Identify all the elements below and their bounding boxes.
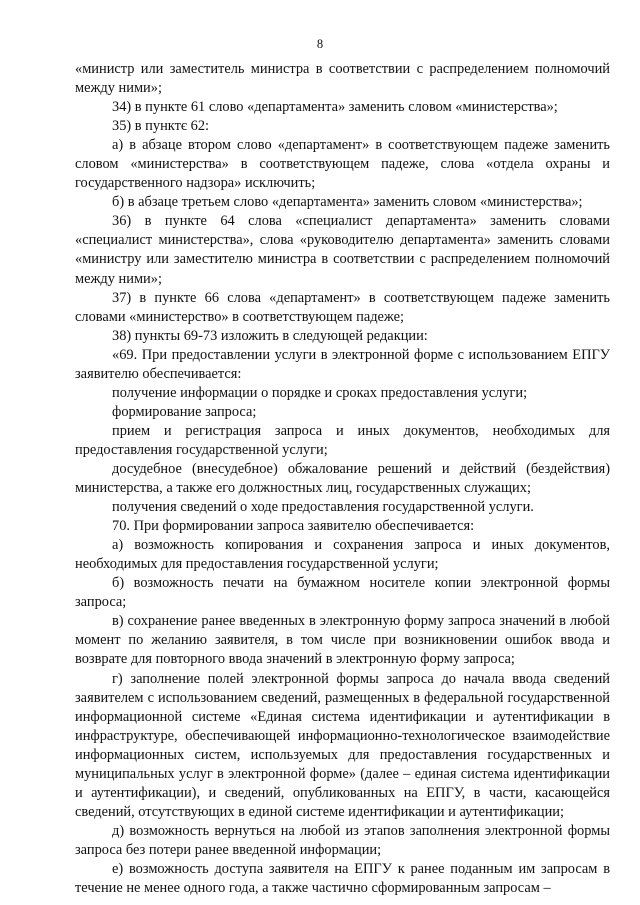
paragraph-clause-70b: б) возможность печати на бумажном носителе копии электронной формы запроса; <box>75 575 610 611</box>
paragraph-clause-70v: в) сохранение ранее введенных в электронную форму запроса значений в любой момент по желанию заявителя, в том числе при возникновении ошибок ввода и возврате для повторного ввода значений в электронную форму запроса; <box>75 613 610 668</box>
paragraph-item-37: 37) в пункте 66 слова «департамент» в соответствующем падеже заменить словами «министерство» в соответствующем падеже; <box>75 289 610 325</box>
paragraph-clause-69-item: формирование запроса; <box>112 403 257 420</box>
paragraph-clause-70e: е) возможность доступа заявителя на ЕПГУ к ранее поданным им запросам в течение не менее одного года, а также частично сформированным запросам – <box>75 860 610 897</box>
paragraph-clause-69-item: прием и регистрация запроса и иных документов, необходимых для предоставления государственной услуги; <box>75 422 610 458</box>
document-body <box>75 60 610 898</box>
paragraph-item-38: 38) пункты 69-73 изложить в следующей редакции: <box>112 327 428 344</box>
paragraph-clause-70g: г) заполнение полей электронной формы запроса до начала ввода сведений заявителем с использованием сведений, размещенных в федеральной государственной информационной системе «Единая система идентификации и аутентификации в инфраструктуре, обеспечивающей информационно-технологическое взаимодействие информационных систем, используемых для предоставления государственных и муниципальных услуг в электронной форме» (далее – единая система идентификации и аутентификации), и сведений, опубликованных на ЕПГУ, в части, касающейся сведений, отсутствующих в единой системе идентификации и аутентификации; <box>75 670 610 820</box>
paragraph-item-35a: а) в абзаце втором слово «департамент» в соответствующем падеже заменить словом «министерства» в соответствующем падеже, слова «отдела охраны и государственного надзора» исключить; <box>75 137 610 192</box>
paragraph-item-34: 34) в пункте 61 слово «департамента» заменить словом «министерства»; <box>112 99 558 116</box>
paragraph-clause-69-item: получение информации о порядке и сроках предоставления услуги; <box>112 384 528 401</box>
paragraph-clause-70a: а) возможность копирования и сохранения запроса и иных документов, необходимых для предоставления государственной услуги; <box>75 537 610 573</box>
paragraph-clause-70d: д) возможность вернуться на любой из этапов заполнения электронной формы запроса без потери ранее введенной информации; <box>75 822 610 858</box>
paragraph-continuation: «министр или заместитель министра в соответствии с распределением полномочий между ними»; <box>75 61 610 97</box>
paragraph-clause-70: 70. При формировании запроса заявителю обеспечивается: <box>112 518 475 535</box>
paragraph-clause-69: «69. При предоставлении услуги в электронной форме с использованием ЕПГУ заявителю обеспечивается: <box>75 346 610 382</box>
page-number: 8 <box>316 37 324 51</box>
paragraph-item-35b: б) в абзаце третьем слово «департамента» заменить словом «министерства»; <box>112 194 583 211</box>
paragraph-clause-69-item: досудебное (внесудебное) обжалование решений и действий (бездействия) министерства, а также его должностных лиц, государственных служащих; <box>75 460 610 497</box>
paragraph-item-35: 35) в пунктє 62: <box>112 118 210 135</box>
paragraph-item-36: 36) в пункте 64 слова «специалист департамента» заменить словами «специалист министерства», слова «руководителю департамента» заменить словами «министру или заместителю министра в соответствии с распределением полномочий между ними»; <box>75 213 610 287</box>
paragraph-clause-69-item: получения сведений о ходе предоставления государственной услуги. <box>112 499 534 516</box>
